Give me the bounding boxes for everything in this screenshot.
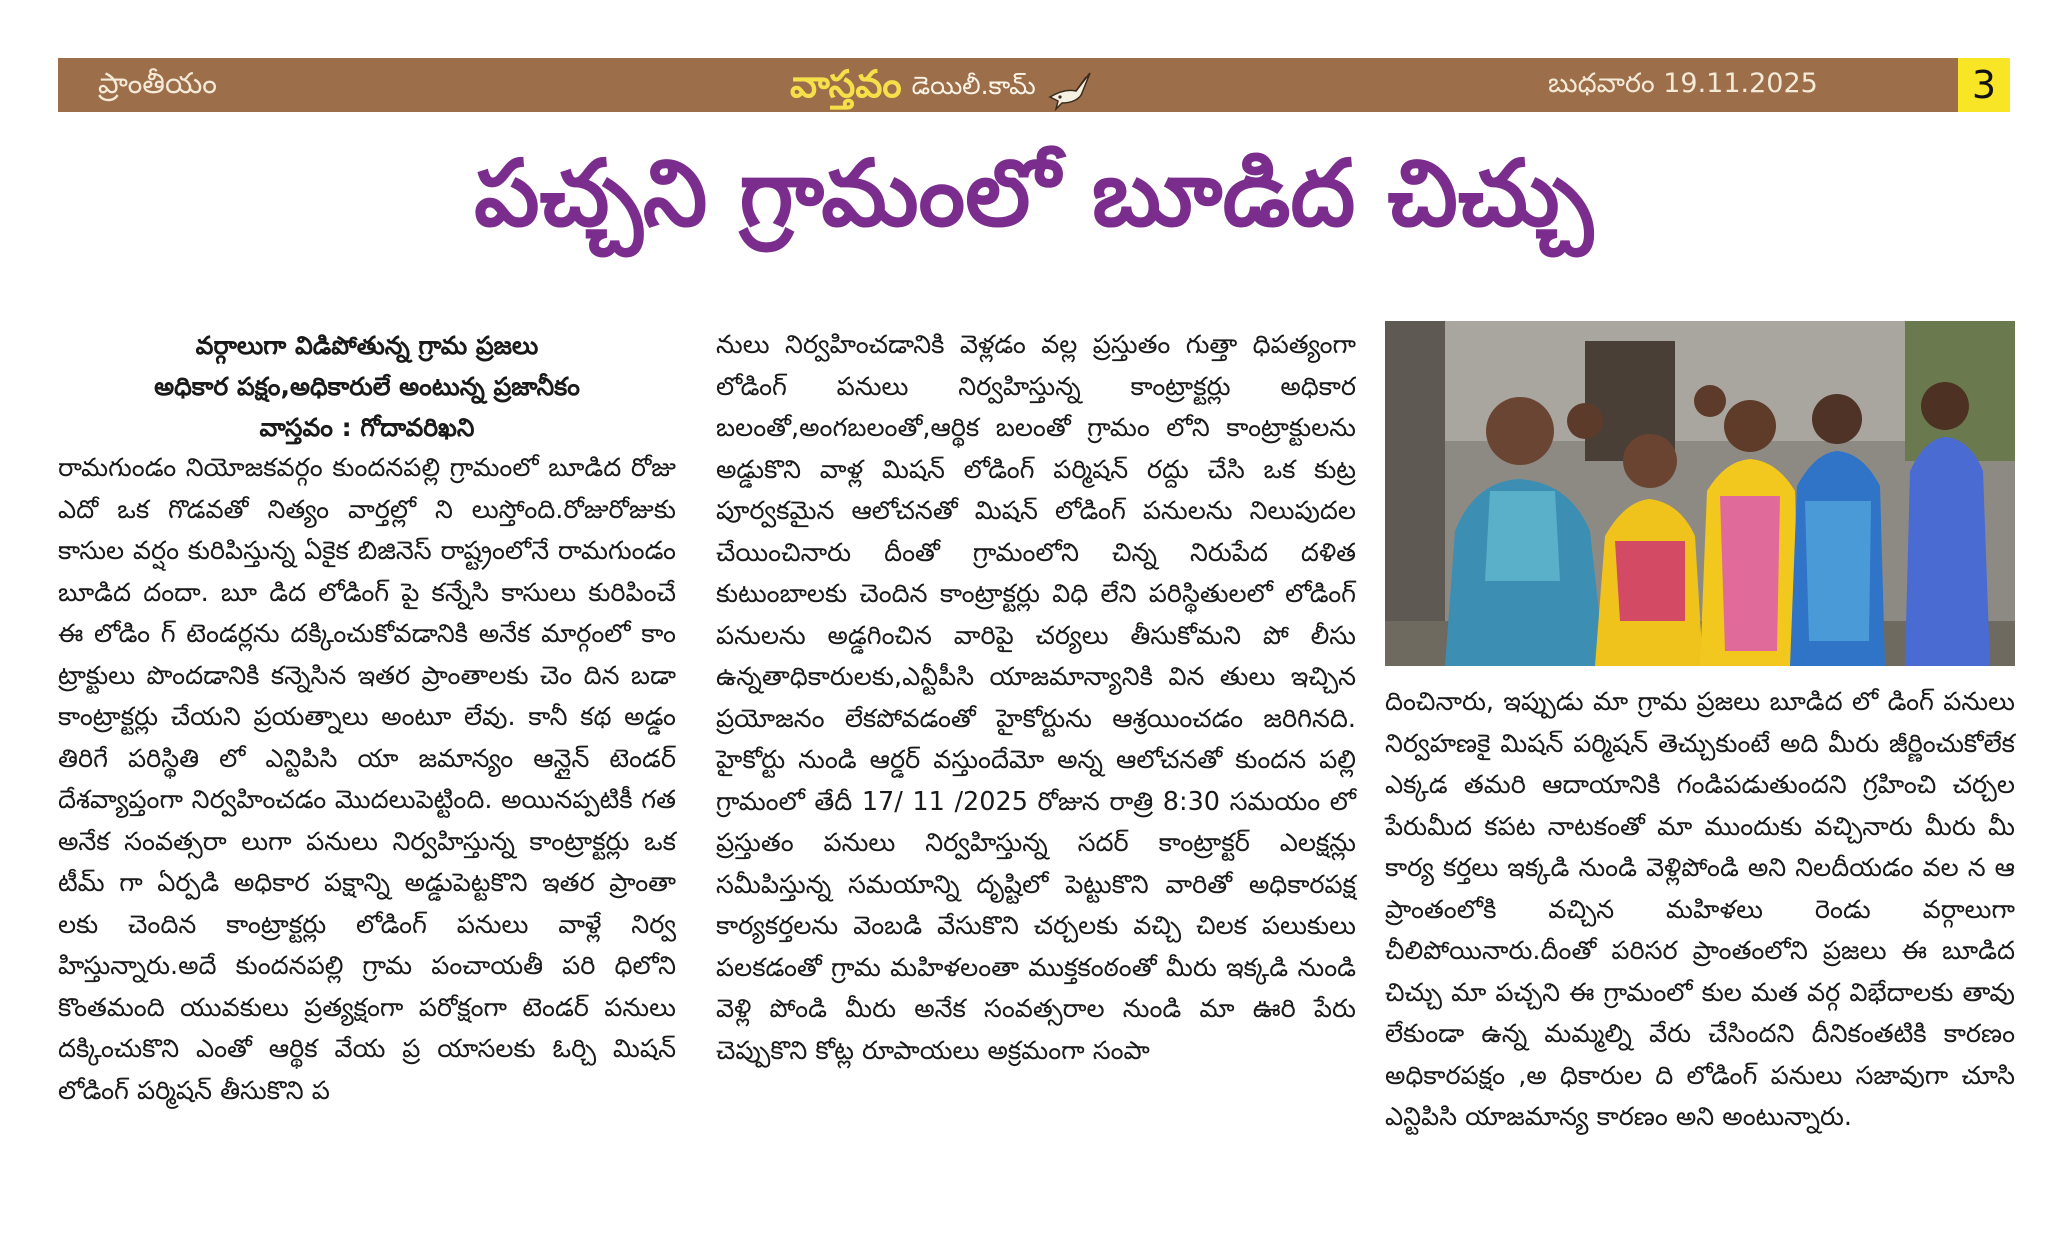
kicker-2: అధికార పక్షం,అధికారులే అంటున్న ప్రజానీకం xyxy=(154,372,580,401)
body-text-col1: రామగుండం నియోజకవర్గం కుందనపల్లి గ్రామంలో బూడిద రోజు ఎదో ఒక గొడవతో నిత్యం వార్తల్లో ని లుస్తోంది.రోజురోజుకు కాసుల వర్షం కురిపిస్తున్న ఏకైక బిజినెస్ రాష్ట్రంలోనే రామగుండం బూడిద దందా. బూ డిద లోడింగ్ పై కన్నేసి కాసులు కురిపించే ఈ లోడిం గ్ టెండర్లను దక్కించుకోవడానికి అనేక మార్గంలో కాం ట్రాక్టులు పొందడానికి కన్నెసిన ఇతర ప్రాంతాలకు చెం దిన బడా కాంట్రాక్టర్లు చేయని ప్రయత్నాలు అంటూ లేవు. కానీ కథ అడ్డం తిరిగే పరిస్థితి లో ఎన్టిపిసి యా జమాన్యం ఆన్లైన్ టెండర్ దేశవ్యాప్తంగా నిర్వహించడం మొదలుపెట్టింది. అయినప్పటికీ గత అనేక సంవత్సరా లుగా పనులు నిర్వహిస్తున్న కాంట్రాక్టర్లు ఒక టీమ్ గా ఏర్పడి అధికార పక్షాన్ని అడ్డుపెట్టకొని ఇతర ప్రాంతా లకు చెందిన కాంట్రాక్టర్లు లోడింగ్ పనులు వాళ్లే నిర్వ హిస్తున్నారు.అదే కుందనపల్లి గ్రామ పంచాయతీ పరి ధిలోని కొంతమంది యువకులు ప్రత్యక్షంగా పరోక్షంగా టెండర్ పనులు దక్కించుకొని ఎంతో ఆర్థిక వేయ ప్ర యాసలకు ఓర్చి మిషన్ లోడింగ్ పర్మిషన్ తీసుకొని ప xyxy=(58,453,676,1106)
kicker-1: వర్గాలుగా విడిపోతున్న గ్రామ ప్రజలు xyxy=(195,331,539,360)
bird-logo-icon xyxy=(1046,67,1092,111)
section-name: ప్రాంతీయం xyxy=(98,66,217,100)
body-text-col2: నులు నిర్వహించడానికి వెళ్లడం వల్ల ప్రస్తుతం గుత్తా ధిపత్యంగా లోడింగ్ పనులు నిర్వహిస్తున్న కాంట్రాక్టర్లు అధికార బలంతో,అంగబలంతో,ఆర్థిక బలంతో గ్రామం లోని కాంట్రాక్టులను అడ్డుకొని వాళ్ల మిషన్ లోడింగ్ పర్మిషన్ రద్దు చేసి ఒక కుట్ర పూర్వకమైన ఆలోచనతో మిషన్ లోడింగ్ పనులను నిలుపుదల చేయించినారు దీంతో గ్రామంలోని చిన్న నిరుపేద దళిత కుటుంబాలకు చెందిన కాంట్రాక్టర్లు విధి లేని పరిస్థితులలో లోడింగ్ పనులను అడ్డగించిన వారిపై చర్యలు తీసుకోమని పో లీసు ఉన్నతాధికారులకు,ఎన్టీపీసి యాజమాన్యానికి విన తులు ఇచ్చిన ప్రయోజనం లేకపోవడంతో హైకోర్టును ఆశ్రయించడం జరిగినది. హైకోర్టు నుండి ఆర్డర్ వస్తుందేమో అన్న ఆలోచనతో కుందన పల్లి గ్రామంలో తేదీ 17/ 11 /2025 రోజున రాత్రి 8:30 సమయం లో ప్రస్తుతం పనులు నిర్వహిస్తున్న సదర్ కాంట్రాక్టర్ ఎలక్షన్లు సమీపిస్తున్న సమయాన్ని దృష్టిలో పెట్టుకొని వారితో అధికారపక్ష కార్యకర్తలను వెంబడి వేసుకొని చర్చలకు వచ్చి చిలక పలుకులు పలకడంతో గ్రామ మహిళలంతా ముక్తకంఠంతో మీరు ఇక్కడి నుండి వెళ్లి పోండి మీరు అనేక సంవత్సరాల నుండి మా ఊరి పేరు చెప్పుకొని కోట్ల రూపాయలు అక్రమంగా సంపా xyxy=(716,330,1356,1066)
masthead-domain: డెయిలీ.కామ్ xyxy=(911,71,1036,100)
article-column-3 xyxy=(1385,682,2015,1139)
issue-date: బుధవారం 19.11.2025 xyxy=(1548,68,1818,99)
village-women-photo xyxy=(1385,321,2015,666)
article-column-2 xyxy=(716,325,1356,1072)
masthead xyxy=(790,62,1092,116)
article-headline: పచ్చని గ్రామంలో బూడిద చిచ్చు xyxy=(474,140,1593,247)
masthead-name: వాస్తవం xyxy=(790,62,902,106)
article-column-1 xyxy=(58,325,676,1112)
body-text-col3: దించినారు, ఇప్పుడు మా గ్రామ ప్రజలు బూడిద లో డింగ్ పనులు నిర్వహణకై మిషన్ పర్మిషన్ తెచ్చుకుంటే అది మీరు జీర్ణించుకోలేక ఎక్కడ తమరి ఆదాయానికి గండిపడుతుందని గ్రహించి చర్చల పేరుమీద కపట నాటకంతో మా ముందుకు వచ్చినారు మీరు మీ కార్య కర్తలు ఇక్కడి నుండి వెళ్లిపోండి అని నిలదీయడం వల న ఆ ప్రాంతంలోకి వచ్చిన మహిళలు రెండు వర్గాలుగా చీలిపోయినారు.దీంతో పరిసర ప్రాంతంలోని ప్రజలు ఈ బూడిద చిచ్చు మా పచ్చని ఈ గ్రామంలో కుల మత వర్గ విభేదాలకు తావు లేకుండా ఉన్న మమ్మల్ని వేరు చేసిందని దీనికంతటికి కారణం అధికారపక్షం ,అ ధికారుల ది లోడింగ్ పనులు సజావుగా చూసి ఎన్టిపిసి యాజమాన్య కారణం అని అంటున్నారు. xyxy=(1385,687,2015,1132)
page-number-badge: 3 xyxy=(1958,58,2010,112)
dateline: వాస్తవం : గోదావరిఖని xyxy=(259,413,475,442)
